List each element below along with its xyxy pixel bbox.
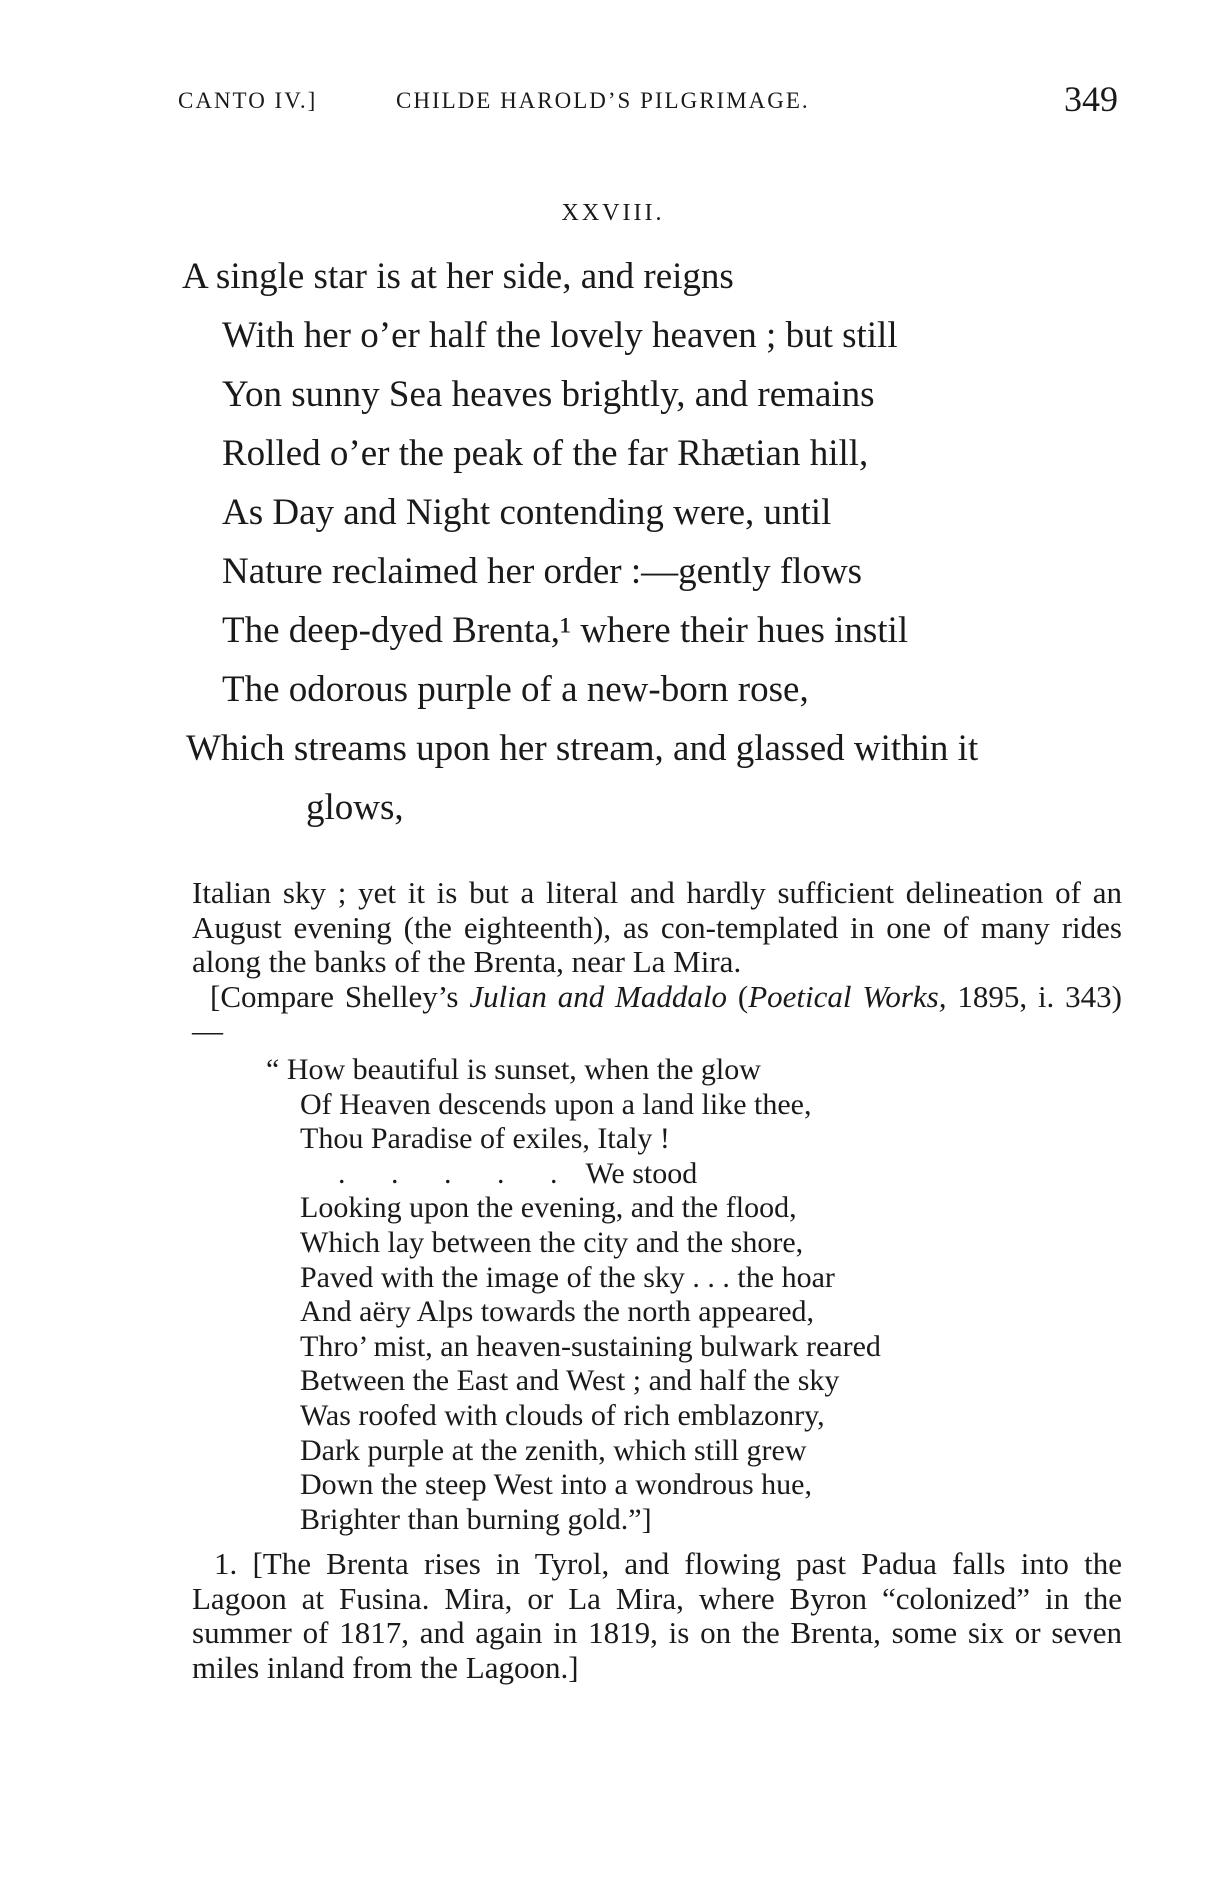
quote-ellipsis-line: [192, 1157, 1122, 1192]
compare-mid: (: [727, 978, 749, 1014]
running-header: [178, 78, 1118, 128]
poem-line: The deep-dyed Brenta,¹ where their hues instil: [222, 610, 909, 651]
compare-suffix: 1895, i. 343)—: [192, 978, 1122, 1049]
quote-line: Paved with the image of the sky . . . the hoar: [300, 1260, 835, 1294]
quote-line: Looking upon the evening, and the flood,: [300, 1191, 797, 1225]
poem-line: Rolled o’er the peak of the far Rhætian hill,: [222, 433, 869, 474]
quote-line: Thro’ mist, an heaven-sustaining bulwark reared: [300, 1329, 881, 1363]
quote-line: Between the East and West ; and half the sky: [300, 1364, 840, 1398]
quote-line: Which lay between the city and the shore,: [300, 1225, 804, 1259]
header-title: CHILDE HAROLD’S PILGRIMAGE.: [396, 88, 810, 113]
compare-title: Julian and Maddalo: [469, 978, 727, 1014]
compare-works: Poetical Works,: [748, 978, 947, 1014]
ellipsis-dots: . . . . .: [338, 1156, 558, 1190]
quote-line: And aëry Alps towards the north appeared,: [300, 1295, 815, 1329]
quote-line: Thou Paradise of exiles, Italy !: [300, 1122, 670, 1156]
quote-fragment: We stood: [585, 1156, 698, 1190]
quote-line: Brighter than burning gold.”]: [300, 1502, 652, 1536]
poem-line: As Day and Night contending were, until: [222, 492, 832, 533]
quote-line: Dark purple at the zenith, which still grew: [300, 1433, 807, 1467]
note-continuation: Italian sky ; yet it is but a literal and hardly sufficient delineation of an August evening (the eighteenth), as con-templated in one of many rides along the banks of the Brenta, near La Mira.: [192, 875, 1122, 980]
quote-line: “ How beautiful is sunset, when the glow: [266, 1052, 761, 1086]
editorial-notes: [192, 876, 1122, 1686]
poem-line: Nature reclaimed her order :—gently flows: [222, 551, 863, 592]
poem-line: glows,: [306, 787, 404, 828]
page-number: 349: [1064, 79, 1118, 119]
footnote-text: 1. [The Brenta rises in Tyrol, and flowing past Padua falls into the Lagoon at Fusina. Mira, or La Mira, where Byron “colonized” in the summer of 1817, and again in 1819, is on the Brenta, some six or seven miles inland from the Lagoon.]: [192, 1546, 1122, 1686]
stanza-number: XXVIII.: [561, 200, 665, 226]
poem-line: The odorous purple of a new-born rose,: [222, 669, 809, 710]
quote-line: Of Heaven descends upon a land like thee,: [300, 1087, 812, 1121]
note-compare: [192, 980, 1122, 1049]
shelley-quotation: [192, 1053, 1122, 1537]
footnote: [192, 1547, 1122, 1685]
quote-line: Down the steep West into a wondrous hue,: [300, 1468, 812, 1502]
header-canto: CANTO IV.]: [178, 88, 318, 113]
quote-line: Was roofed with clouds of rich emblazonry,: [300, 1398, 825, 1432]
poem-line: A single star is at her side, and reigns: [182, 256, 734, 297]
compare-prefix: [Compare Shelley’s: [210, 978, 470, 1014]
poem-line: Yon sunny Sea heaves brightly, and remains: [222, 374, 875, 415]
poem-line: With her o’er half the lovely heaven ; but still: [222, 315, 898, 356]
poem-line: Which streams upon her stream, and glassed within it: [186, 728, 979, 769]
